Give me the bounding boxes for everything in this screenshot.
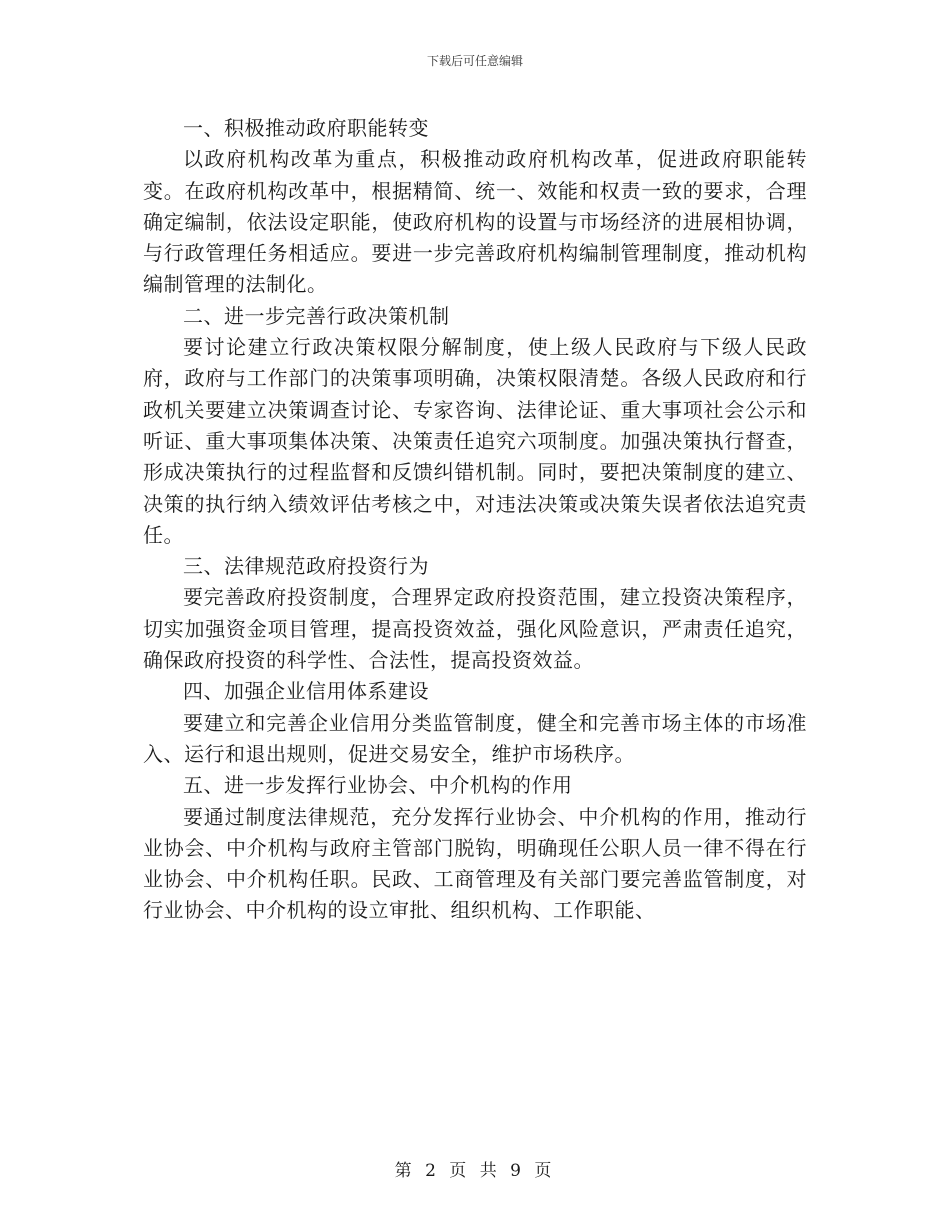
section-heading: 一、积极推动政府职能转变 (183, 116, 429, 140)
section-heading: 二、进一步完善行政决策机制 (183, 303, 450, 328)
section-paragraph: 要讨论建立行政决策权限分解制度，使上级人民政府与下级人民政府，政府与工作部门的决策事项明确，决策权限清楚。各级人民政府和行政机关要建立决策调查讨论、专家咨询、法律论证、重大事项社会公示和听证、重大事项集体决策、决策责任追究六项制度。加强决策执行督查，形成决策执行的过程监督和反馈纠错机制。同时，要把决策制度的建立、决策的执行纳入绩效评估考核之中，对违法决策或决策失误者依法追究责任。 (143, 335, 807, 547)
section-heading: 四、加强企业信用体系建设 (183, 679, 429, 704)
header-note: 下载后可任意编辑 (426, 54, 523, 68)
section-paragraph: 要通过制度法律规范，充分发挥行业协会、中介机构的作用，推动行业协会、中介机构与政府主管部门脱钩，明确现任公职人员一律不得在行业协会、中介机构任职。民政、工商管理及有关部门要完善监管制度，对行业协会、中介机构的设立审批、组织机构、工作职能、 (143, 804, 807, 923)
document-body (143, 113, 807, 927)
page-number: 第 2 页 共 9 页 (394, 1161, 556, 1181)
section-paragraph: 以政府机构改革为重点，积极推动政府机构改革，促进政府职能转变。在政府机构改革中，根据精简、统一、效能和权责一致的要求，合理确定编制，依法设定职能，使政府机构的设置与市场经济的进展相协调，与行政管理任务相适应。要进一步完善政府机构编制管理制度，推动机构编制管理的法制化。 (143, 147, 807, 297)
section-paragraph: 要完善政府投资制度，合理界定政府投资范围，建立投资决策程序，切实加强资金项目管理，提高投资效益，强化风险意识，严肃责任追究，确保政府投资的科学性、合法性，提高投资效益。 (143, 585, 807, 673)
section-heading: 三、法律规范政府投资行为 (183, 554, 429, 579)
section-heading: 五、进一步发挥行业协会、中介机构的作用 (183, 773, 573, 798)
section-paragraph: 要建立和完善企业信用分类监管制度，健全和完善市场主体的市场准入、运行和退出规则，促进交易安全，维护市场秩序。 (143, 710, 807, 766)
